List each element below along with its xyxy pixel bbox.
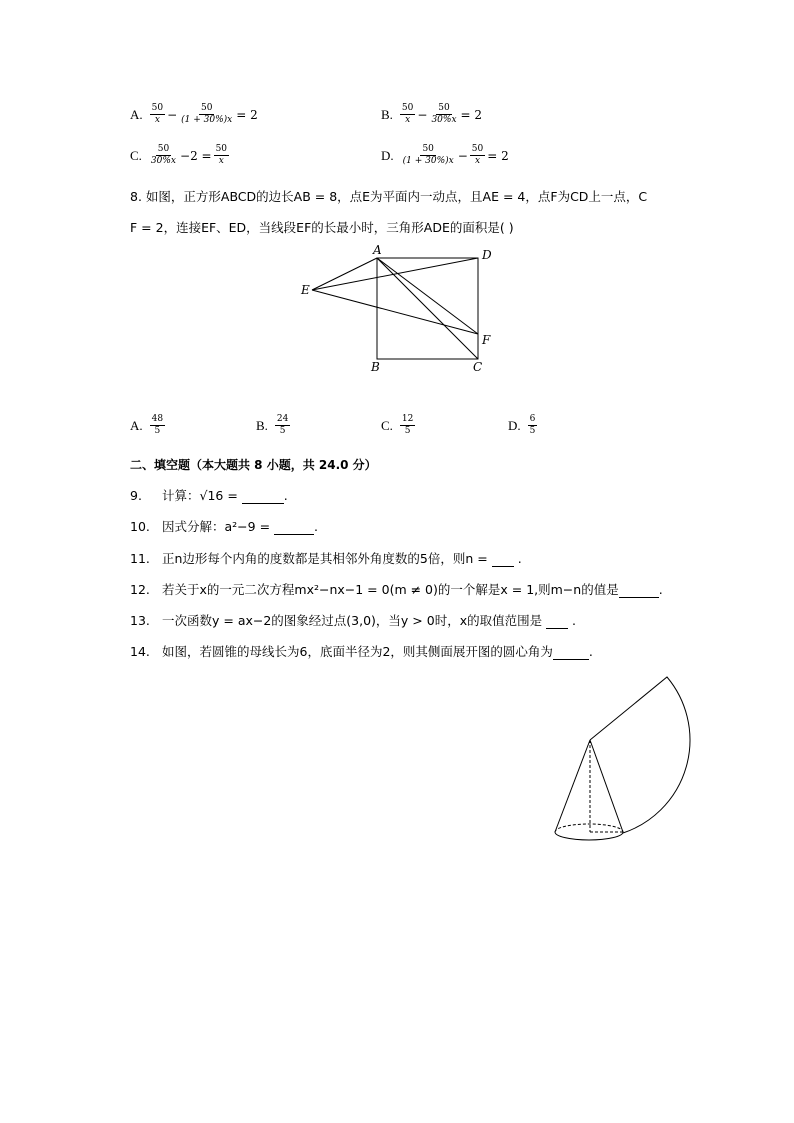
cone-left-generatrix bbox=[555, 740, 590, 832]
answer-blank bbox=[619, 597, 659, 598]
option-c-q8: C. $\frac{12}{5}$ bbox=[381, 414, 414, 436]
cone-base-back bbox=[555, 824, 623, 832]
label-a: A bbox=[373, 243, 382, 257]
option-b-q7: B. $\frac{50}{x}$ − $\frac{50}{30\%x}$ = 2 bbox=[381, 103, 483, 125]
question-9: 9. 计算：√16 = . bbox=[130, 488, 288, 503]
label-d: D bbox=[482, 248, 492, 262]
fraction: $\frac{50}{x}$ bbox=[215, 144, 228, 166]
fraction: $\frac{50}{(1 + 30\%)x}$ bbox=[402, 144, 454, 166]
square-figure bbox=[290, 240, 510, 380]
fraction: $\frac{48}{5}$ bbox=[151, 414, 164, 436]
fraction: $\frac{12}{5}$ bbox=[401, 414, 414, 436]
cone-figure bbox=[545, 670, 705, 850]
answer-blank bbox=[274, 534, 314, 535]
fraction: $\frac{50}{(1 + 30\%)x}$ bbox=[181, 103, 233, 125]
option-c-q7: C. $\frac{50}{30\%x}$ −2 = $\frac{50}{x}$ bbox=[130, 144, 228, 166]
cone-right-generatrix bbox=[590, 740, 623, 832]
section-heading: 二、填空题（本大题共 8 小题，共 24.0 分） bbox=[130, 458, 377, 472]
cone-base-front bbox=[555, 832, 623, 840]
segment-af bbox=[377, 258, 478, 334]
option-b-q8: B. $\frac{24}{5}$ bbox=[256, 414, 289, 436]
option-label: C. bbox=[130, 147, 142, 163]
fraction: $\frac{24}{5}$ bbox=[276, 414, 289, 436]
q8-line2: F = 2，连接EF、ED，当线段EF的长最小时，三角形ADE的面积是( ) bbox=[130, 220, 514, 235]
label-c: C bbox=[473, 360, 483, 374]
answer-blank bbox=[546, 628, 568, 629]
question-12: 12. 若关于x的一元二次方程mx²−nx−1 = 0(m ≠ 0)的一个解是x = 1,则m−n的值是 . bbox=[130, 582, 663, 597]
answer-blank bbox=[492, 566, 514, 567]
option-label: D. bbox=[381, 147, 394, 163]
option-a-q8: A. $\frac{48}{5}$ bbox=[130, 414, 164, 436]
fraction: $\frac{50}{x}$ bbox=[151, 103, 164, 125]
label-b: B bbox=[371, 360, 380, 374]
option-a-q7: A. $\frac{50}{x}$ − $\frac{50}{(1 + 30\%)x}$ = 2 bbox=[130, 103, 258, 125]
label-f: F bbox=[482, 333, 491, 347]
segment-ac bbox=[377, 258, 478, 359]
label-e: E bbox=[301, 283, 310, 297]
fraction: $\frac{50}{x}$ bbox=[401, 103, 414, 125]
option-d-q7: D. $\frac{50}{(1 + 30\%)x}$ − $\frac{50}{x}$ = 2 bbox=[381, 144, 509, 166]
question-14: 14. 如图，若圆锥的母线长为6，底面半径为2，则其侧面展开图的圆心角为 . bbox=[130, 644, 593, 659]
answer-blank bbox=[242, 503, 284, 504]
answer-blank bbox=[553, 659, 589, 660]
segment-ae bbox=[312, 258, 377, 290]
option-d-q8: D. $\frac{6}{5}$ bbox=[508, 414, 536, 436]
option-label: B. bbox=[381, 106, 393, 122]
sector-arc bbox=[590, 677, 690, 833]
fraction: $\frac{50}{30\%x}$ bbox=[431, 103, 457, 125]
fraction: $\frac{50}{x}$ bbox=[471, 144, 484, 166]
fraction: $\frac{6}{5}$ bbox=[529, 414, 536, 436]
segment-ed bbox=[312, 258, 478, 290]
fraction: $\frac{50}{30\%x}$ bbox=[150, 144, 177, 166]
option-label: A. bbox=[130, 106, 143, 122]
question-10: 10. 因式分解：a²−9 = . bbox=[130, 519, 319, 534]
q8-line1: 8. 如图，正方形ABCD的边长AB = 8，点E为平面内一动点，且AE = 4，点F为CD上一点，C bbox=[130, 189, 648, 204]
question-11: 11. 正n边形每个内角的度数都是其相邻外角度数的5倍，则n = . bbox=[130, 551, 522, 566]
segment-ef bbox=[312, 290, 478, 334]
question-13: 13. 一次函数y = ax−2的图象经过点(3,0)，当y > 0时，x的取值范围是 . bbox=[130, 613, 577, 628]
